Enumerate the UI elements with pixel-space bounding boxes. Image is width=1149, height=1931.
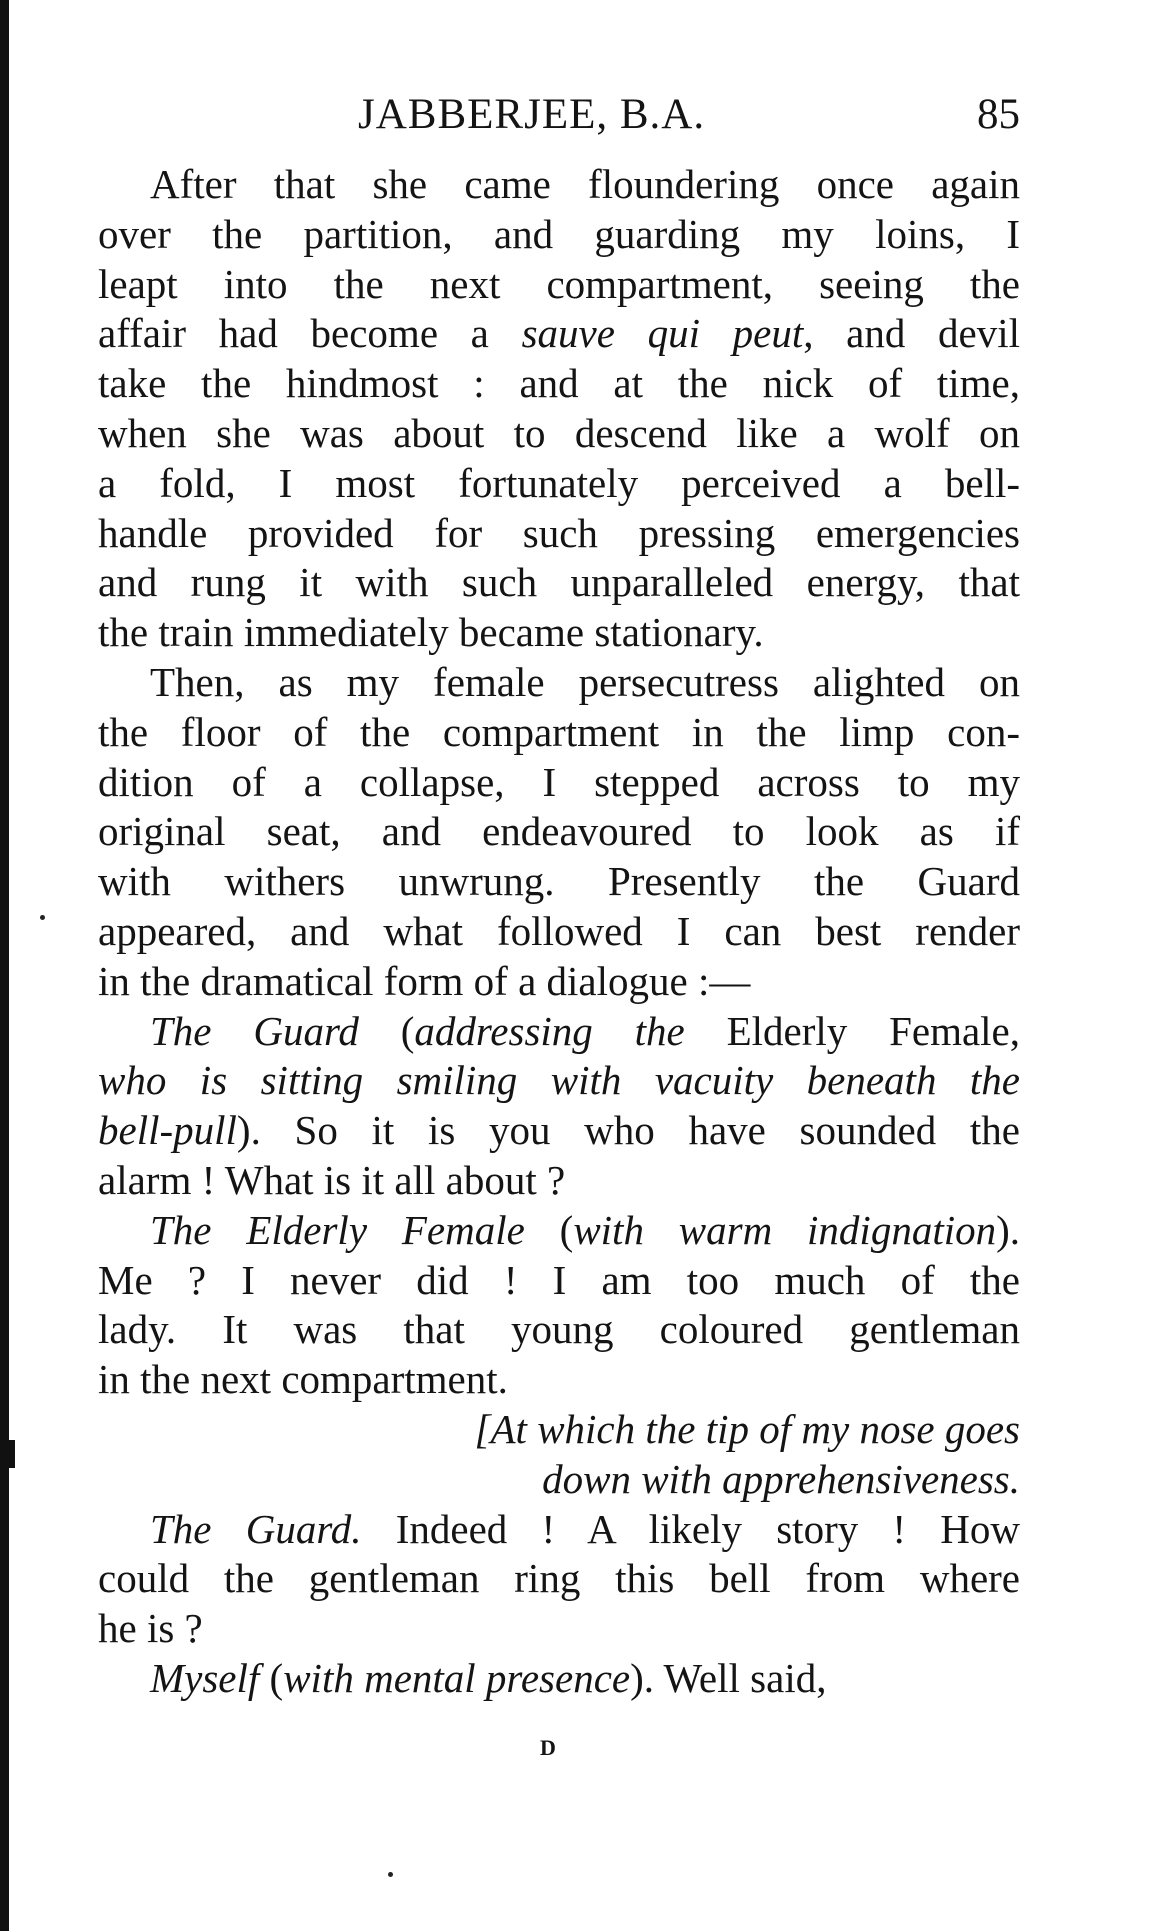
- text-run: with withers unwrung. Presently the Guard: [98, 858, 1020, 905]
- text-run: he is ?: [98, 1605, 203, 1652]
- text-run: dition of a collapse, I stepped across to my: [98, 758, 1020, 805]
- text-run: the floor of the compartment in the limp con-: [98, 708, 1020, 755]
- text-run: (: [524, 1206, 574, 1253]
- text-line: [98, 708, 1020, 758]
- text-line: [98, 1554, 1020, 1604]
- paragraph: [98, 1505, 1020, 1654]
- text-line: [98, 558, 1020, 608]
- italic-run: The Guard.: [150, 1505, 362, 1552]
- italic-run: addressing the: [414, 1007, 685, 1054]
- text-line: [98, 1106, 1020, 1156]
- text-line: [98, 1056, 1020, 1106]
- page-number: 85: [977, 91, 1020, 138]
- text-run: Elderly Female,: [684, 1007, 1021, 1054]
- text-line: [98, 957, 1020, 1007]
- text-line: [98, 658, 1020, 708]
- text-line: [98, 608, 1020, 658]
- text-line: [98, 1604, 1020, 1654]
- paragraph: [98, 1654, 1020, 1704]
- text-run: in the dramatical form of a dialogue :—: [98, 957, 751, 1004]
- paragraph: [98, 160, 1020, 658]
- text-run: when she was about to descend like a wolf on: [98, 409, 1020, 456]
- italic-run: The Guard: [150, 1007, 359, 1054]
- text-line: [98, 1305, 1020, 1355]
- text-line: [98, 160, 1020, 210]
- italic-run: who is sitting smiling with vacuity beneath the: [98, 1057, 1020, 1104]
- text-line: [98, 1455, 1020, 1505]
- paragraph: [98, 658, 1020, 1007]
- signature-mark: D: [540, 1735, 557, 1760]
- text-run: After that she came floundering once again: [150, 161, 1020, 207]
- text-run: (: [259, 1654, 284, 1701]
- running-head: [98, 80, 1020, 150]
- text-run: in the next compartment.: [98, 1356, 508, 1403]
- text-run: ). Well said,: [630, 1654, 827, 1701]
- text-run: affair had become a: [98, 310, 522, 357]
- italic-run: with mental presence: [283, 1654, 631, 1701]
- italic-run: The Elderly Female: [150, 1206, 525, 1253]
- text-run: over the partition, and guarding my loins, I: [98, 210, 1020, 257]
- text-line: [98, 409, 1020, 459]
- text-run: a fold, I most fortunately perceived a bell-: [98, 459, 1020, 506]
- text-run: leapt into the next compartment, seeing the: [98, 260, 1020, 307]
- text-line: [98, 1405, 1020, 1455]
- paragraph: [98, 1405, 1020, 1505]
- text-line: [98, 1355, 1020, 1405]
- binding-edge: [0, 0, 9, 1931]
- text-line: [98, 509, 1020, 559]
- text-run: and rung it with such unparalleled energy, that: [98, 559, 1020, 606]
- text-run: Then, as my female persecutress alighted on: [150, 658, 1020, 705]
- text-run: the train immediately became stationary.: [98, 609, 764, 656]
- binding-notch: [9, 1440, 15, 1468]
- ink-speck: [388, 1872, 393, 1877]
- text-run: take the hindmost : and at the nick of time,: [98, 360, 1020, 407]
- text-run: , and devil: [803, 310, 1020, 357]
- italic-run: sauve qui peut: [521, 310, 804, 357]
- body-text: [98, 160, 1020, 1704]
- text-run: ). So it is you who have sounded the: [236, 1107, 1020, 1154]
- text-run: Me ? I never did ! I am too much of the: [98, 1256, 1020, 1303]
- italic-run: with warm indignation: [573, 1206, 997, 1253]
- text-line: [98, 857, 1020, 907]
- paragraph: [98, 1206, 1020, 1405]
- book-page: [98, 80, 1020, 1704]
- running-title: JABBERJEE, B.A.: [358, 91, 706, 138]
- text-run: alarm ! What is it all about ?: [98, 1156, 566, 1203]
- text-run: could the gentleman ring this bell from where: [98, 1555, 1020, 1602]
- italic-run: [At which the tip of my nose goes: [474, 1405, 1020, 1452]
- text-line: [98, 758, 1020, 808]
- ink-speck: [40, 915, 45, 920]
- text-line: [98, 1007, 1020, 1057]
- text-run: original seat, and endeavoured to look as if: [98, 808, 1020, 855]
- text-run: Indeed ! A likely story ! How: [361, 1505, 1021, 1552]
- italic-run: Myself: [150, 1654, 260, 1701]
- text-line: [98, 1256, 1020, 1306]
- text-line: [98, 309, 1020, 359]
- text-run: (: [358, 1007, 415, 1054]
- text-line: [98, 359, 1020, 409]
- text-run: lady. It was that young coloured gentleman: [98, 1306, 1020, 1353]
- paragraph: [98, 1007, 1020, 1206]
- text-run: ).: [996, 1206, 1021, 1253]
- text-run: appeared, and what followed I can best render: [98, 907, 1020, 954]
- text-line: [98, 210, 1020, 260]
- text-line: [98, 807, 1020, 857]
- text-line: [98, 1206, 1020, 1256]
- italic-run: bell-pull: [98, 1107, 237, 1154]
- text-line: [98, 459, 1020, 509]
- text-line: [98, 1505, 1020, 1555]
- text-line: [98, 1654, 1020, 1704]
- text-line: [98, 260, 1020, 310]
- italic-run: down with apprehensiveness.: [542, 1455, 1020, 1502]
- text-run: handle provided for such pressing emergencies: [98, 509, 1020, 556]
- text-line: [98, 1156, 1020, 1206]
- text-line: [98, 907, 1020, 957]
